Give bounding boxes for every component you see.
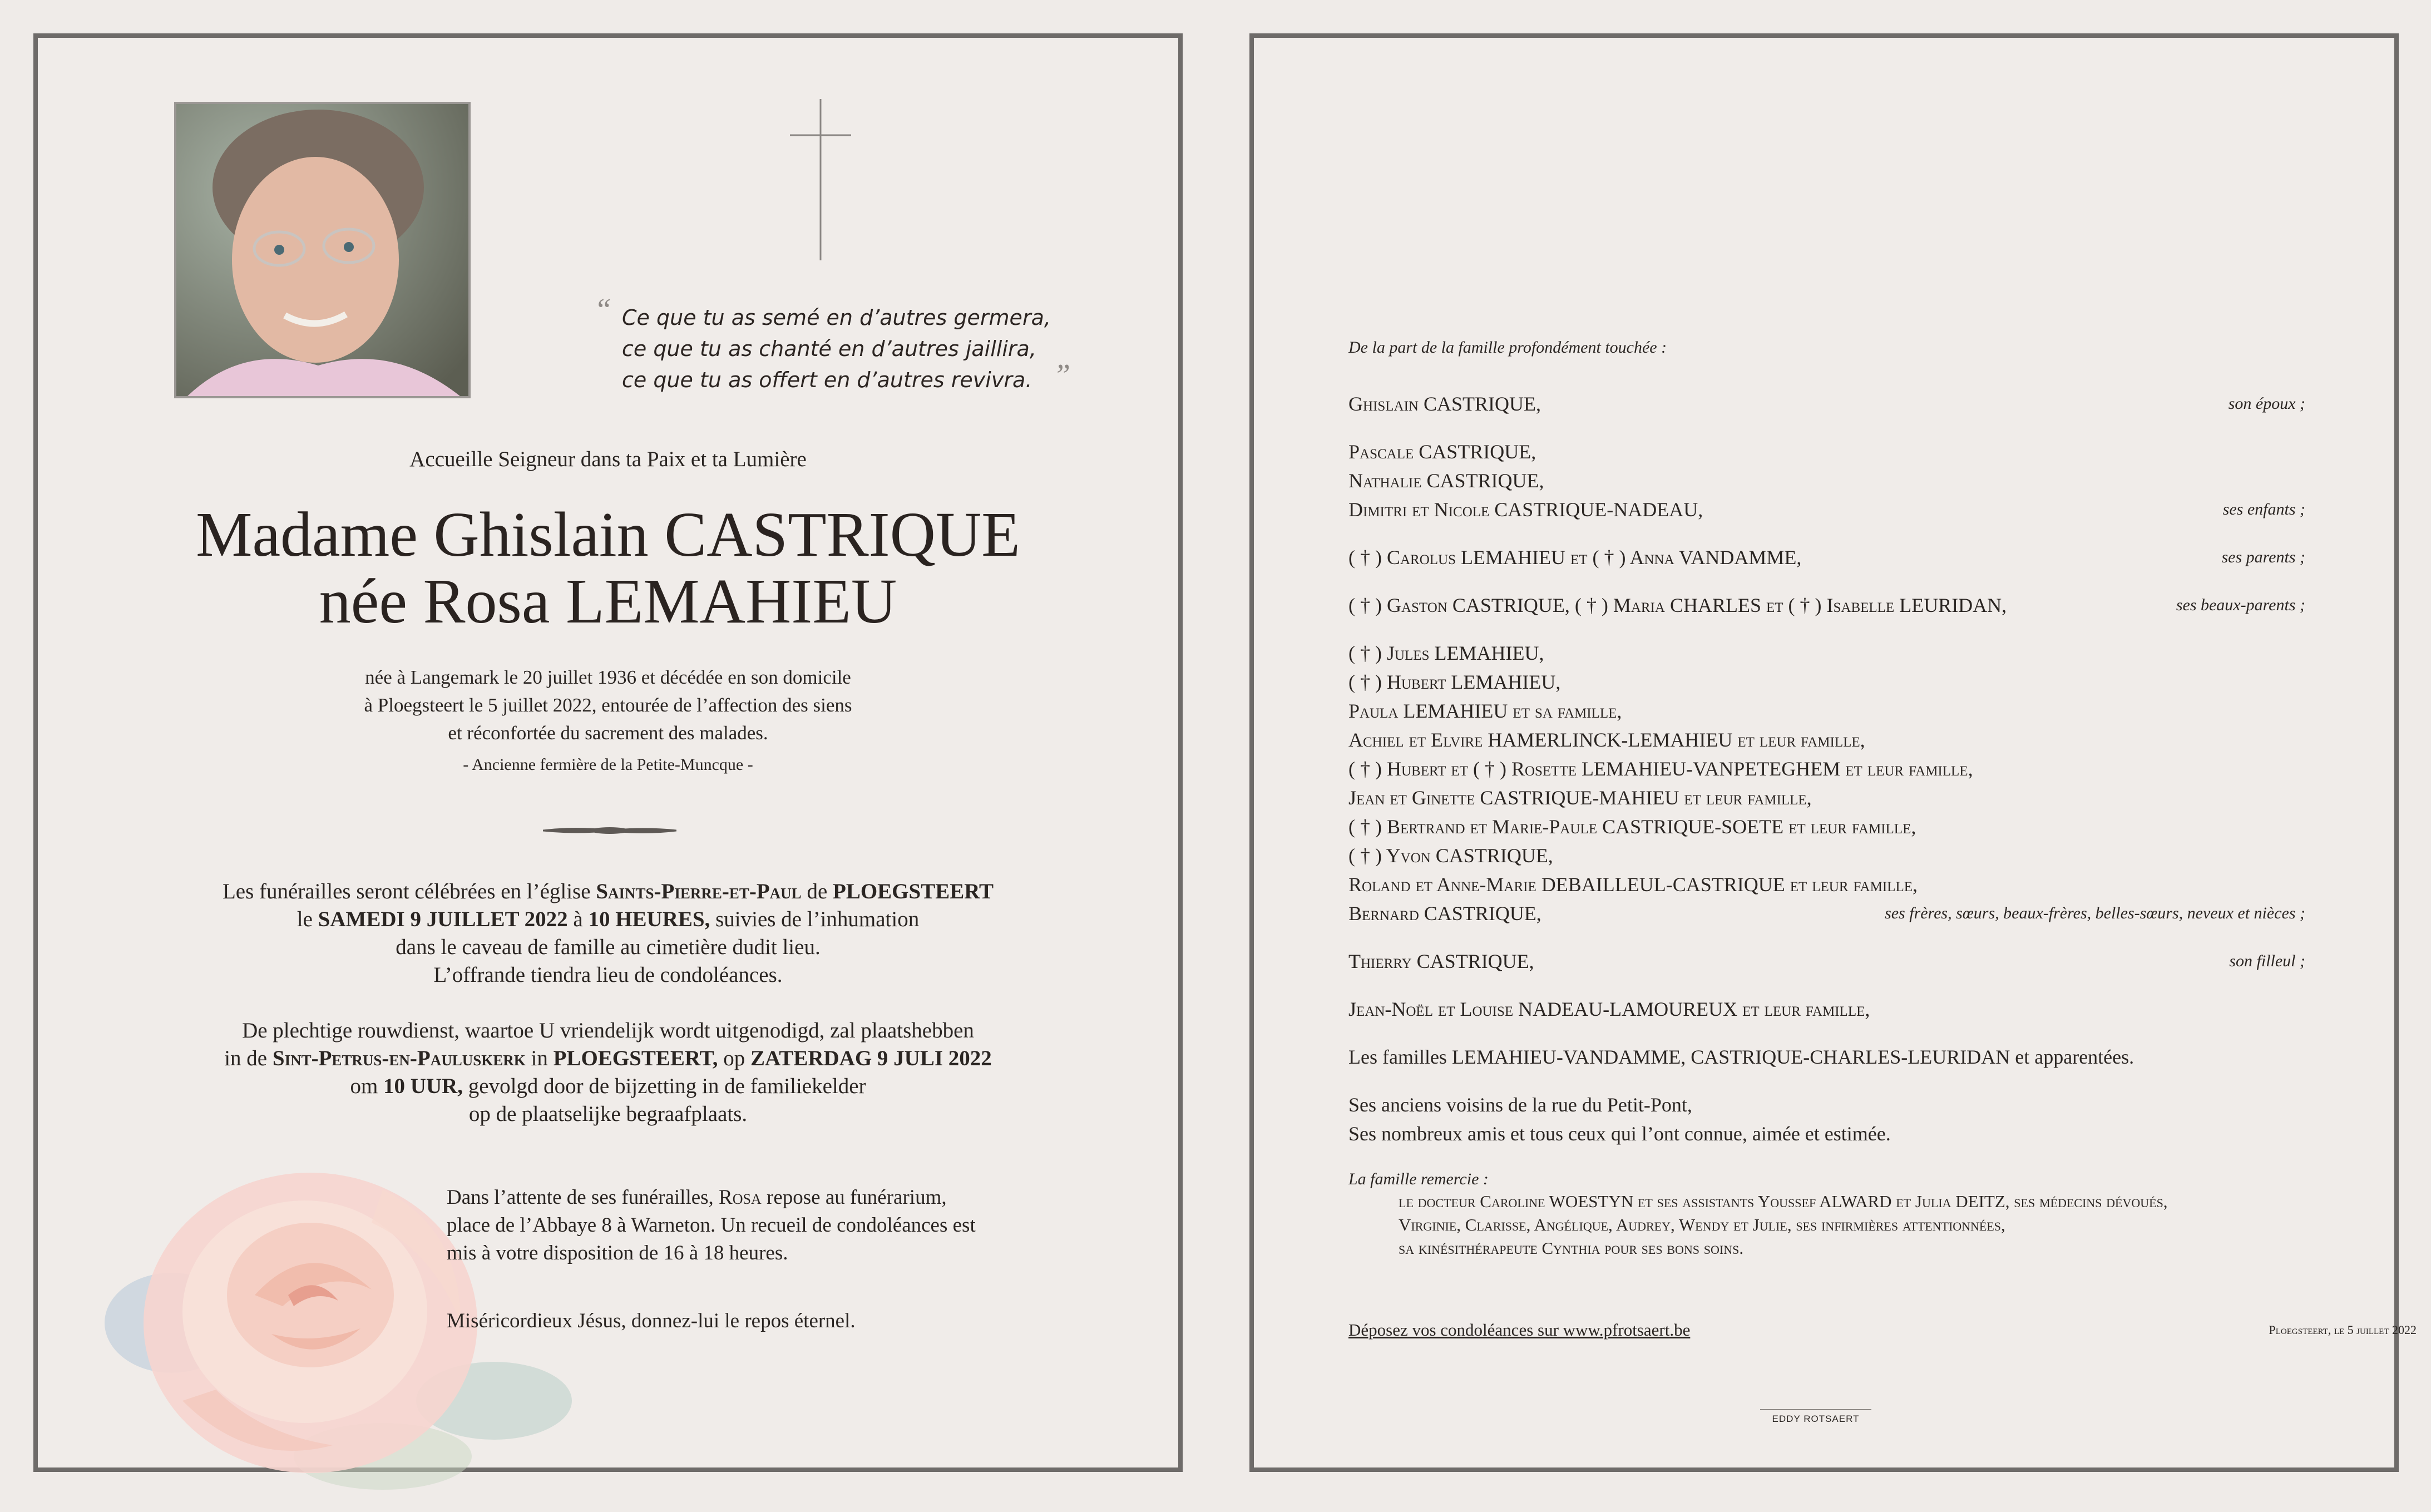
text: op bbox=[718, 1046, 751, 1070]
bio-line: et réconfortée du sacrement des malades. bbox=[448, 722, 768, 744]
thanks-line: le docteur Caroline WOESTYN et ses assistants Youssef ALWARD et Julia DEITZ, ses médecins dévoués, bbox=[1399, 1192, 2168, 1211]
text: repose au funérarium, bbox=[761, 1186, 947, 1209]
ornament-divider bbox=[543, 822, 676, 839]
funeral-date: ZATERDAG 9 JULI 2022 bbox=[750, 1046, 992, 1070]
designer-credit: EDDY ROTSAERT bbox=[1760, 1409, 1871, 1425]
text: suivies de l’inhumation bbox=[710, 907, 920, 931]
family-name: Ses nombreux amis et tous ceux qui l’ont connue, aimée et estimée. bbox=[1348, 1123, 1891, 1145]
text: à bbox=[567, 907, 589, 931]
funeral-nl-line4: op de plaatselijke begraafplaats. bbox=[468, 1102, 748, 1126]
family-relation: ses frères, sœurs, beaux-frères, belles-sœurs, neveux et nièces ; bbox=[1885, 904, 2305, 922]
welcome-prayer: Accueille Seigneur dans ta Paix et ta Lumière bbox=[409, 447, 807, 471]
family-relation: son époux ; bbox=[2228, 394, 2305, 413]
family-name: ( † ) Hubert et ( † ) Rosette LEMAHIEU-VANPETEGHEM et leur famille, bbox=[1348, 758, 1973, 780]
text: le bbox=[297, 907, 318, 931]
funeral-date: SAMEDI 9 JUILLET 2022 bbox=[318, 907, 568, 931]
deceased-name: Madame Ghislain CASTRIQUE bbox=[196, 499, 1020, 570]
family-name: ( † ) Gaston CASTRIQUE, ( † ) Maria CHARLES et ( † ) Isabelle LEURIDAN, bbox=[1348, 594, 2007, 616]
thanks-label: La famille remercie : bbox=[1348, 1170, 1489, 1188]
funeral-nl-line3 bbox=[38, 1073, 1178, 1100]
place-and-date: Ploegsteert, le 5 juillet 2022 bbox=[2269, 1323, 2417, 1337]
funeral-fr-line1 bbox=[38, 878, 1178, 906]
family-name: Ses anciens voisins de la rue du Petit-Pont, bbox=[1348, 1094, 1692, 1116]
family-row bbox=[1348, 437, 2305, 466]
family-name: Pascale CASTRIQUE, bbox=[1348, 441, 1536, 463]
family-row bbox=[1348, 754, 2305, 783]
family-relation: son filleul ; bbox=[2229, 952, 2305, 970]
text: de bbox=[801, 879, 833, 903]
cross-icon bbox=[790, 99, 851, 260]
family-row bbox=[1348, 466, 2305, 495]
church-name: Saints-Pierre-et-Paul bbox=[596, 879, 802, 903]
family-row bbox=[1348, 783, 2305, 812]
funeral-time: 10 HEURES, bbox=[588, 907, 710, 931]
family-row bbox=[1348, 639, 2305, 668]
funeral-fr-line2 bbox=[38, 906, 1178, 933]
family-row bbox=[1348, 1119, 2305, 1148]
family-row bbox=[1348, 725, 2305, 754]
left-page bbox=[33, 33, 1183, 1472]
church-name: Sint-Petrus-en-Pauluskerk bbox=[272, 1046, 526, 1070]
bio-line: née à Langemark le 20 juillet 1936 et décédée en son domicile bbox=[365, 666, 851, 688]
family-name: Ghislain CASTRIQUE, bbox=[1348, 393, 1541, 415]
closing-prayer: Miséricordieux Jésus, donnez-lui le repos éternel. bbox=[447, 1310, 856, 1332]
thanks-line: sa kinésithérapeute Cynthia pour ses bons soins. bbox=[1399, 1238, 1744, 1258]
family-row bbox=[1348, 841, 2305, 870]
family-row bbox=[1348, 899, 2305, 928]
text: om bbox=[350, 1074, 384, 1098]
condolences-link[interactable]: Déposez vos condoléances sur www.pfrotsaert.be bbox=[1348, 1320, 1691, 1340]
town: PLOEGSTEERT bbox=[833, 879, 994, 903]
family-row bbox=[1348, 668, 2305, 696]
family-name: Paula LEMAHIEU et sa famille, bbox=[1348, 700, 1622, 722]
family-name: Achiel et Elvire HAMERLINCK-LEMAHIEU et leur famille, bbox=[1348, 729, 1865, 751]
family-name: Dimitri et Nicole CASTRIQUE-NADEAU, bbox=[1348, 498, 1703, 521]
family-row bbox=[1348, 947, 2305, 976]
text: in bbox=[525, 1046, 554, 1070]
family-name: Nathalie CASTRIQUE, bbox=[1348, 470, 1544, 492]
family-row bbox=[1348, 870, 2305, 899]
family-row bbox=[1348, 696, 2305, 725]
viewing-info bbox=[447, 1184, 1103, 1267]
family-name: Roland et Anne-Marie DEBAILLEUL-CASTRIQUE et leur famille, bbox=[1348, 873, 1918, 896]
family-name: ( † ) Yvon CASTRIQUE, bbox=[1348, 844, 1553, 867]
right-page bbox=[1249, 33, 2417, 1472]
funeral-nl-line1: De plechtige rouwdienst, waartoe U vriendelijk wordt uitgenodigd, zal plaatshebben bbox=[242, 1019, 974, 1042]
family-name: Bernard CASTRIQUE, bbox=[1348, 902, 1541, 925]
family-row bbox=[1348, 543, 2305, 572]
family-name: Thierry CASTRIQUE, bbox=[1348, 950, 1534, 972]
family-relation: ses beaux-parents ; bbox=[2176, 596, 2305, 614]
text: Les funérailles seront célébrées en l’église bbox=[222, 879, 596, 903]
family-name: ( † ) Jules LEMAHIEU, bbox=[1348, 642, 1544, 664]
bio-line: à Ploegsteert le 5 juillet 2022, entourée de l’affection des siens bbox=[364, 694, 852, 716]
quote-line: Ce que tu as semé en d’autres germera, bbox=[622, 305, 1051, 330]
family-row bbox=[1348, 1090, 2305, 1119]
close-quote-icon: ” bbox=[1053, 358, 1071, 393]
town: PLOEGSTEERT, bbox=[553, 1046, 718, 1070]
family-row bbox=[1348, 812, 2305, 841]
family-name: Jean et Ginette CASTRIQUE-MAHIEU et leur famille, bbox=[1348, 787, 1812, 809]
maiden-name: née Rosa LEMAHIEU bbox=[319, 566, 897, 636]
family-name: ( † ) Bertrand et Marie-Paule CASTRIQUE-SOETE et leur famille, bbox=[1348, 816, 1916, 838]
family-name: ( † ) Carolus LEMAHIEU et ( † ) Anna VANDAMME, bbox=[1348, 546, 1802, 569]
open-quote-icon: “ bbox=[594, 293, 612, 327]
family-row bbox=[1348, 389, 2305, 418]
thanks-line: Virginie, Clarisse, Angélique, Audrey, Wendy et Julie, ses infirmières attentionnées, bbox=[1399, 1215, 2005, 1234]
quote-line: ce que tu as chanté en d’autres jaillira, bbox=[622, 337, 1036, 361]
first-name: Rosa bbox=[719, 1186, 762, 1209]
family-row bbox=[1348, 495, 2305, 524]
family-name: ( † ) Hubert LEMAHIEU, bbox=[1348, 671, 1561, 693]
quote bbox=[594, 293, 1100, 396]
family-row bbox=[1348, 995, 2305, 1024]
viewing-line1 bbox=[447, 1184, 1103, 1212]
portrait-photo bbox=[174, 102, 471, 398]
family-row bbox=[1348, 591, 2305, 620]
text: gevolgd door de bijzetting in de familiekelder bbox=[463, 1074, 866, 1098]
profession: - Ancienne fermière de la Petite-Muncque - bbox=[463, 755, 753, 774]
family-intro: De la part de la famille profondément touchée : bbox=[1348, 338, 1667, 357]
quote-line: ce que tu as offert en d’autres revivra. bbox=[622, 368, 1032, 392]
funeral-time: 10 UUR, bbox=[383, 1074, 463, 1098]
funeral-fr-line4: L’offrande tiendra lieu de condoléances. bbox=[433, 963, 783, 987]
viewing-line3: mis à votre disposition de 16 à 18 heures. bbox=[447, 1242, 788, 1264]
biography bbox=[38, 664, 1178, 747]
text: Dans l’attente de ses funérailles, bbox=[447, 1186, 719, 1209]
viewing-line2: place de l’Abbaye 8 à Warneton. Un recueil de condoléances est bbox=[447, 1214, 976, 1237]
funeral-announcement-fr bbox=[38, 878, 1178, 989]
text: in de bbox=[224, 1046, 273, 1070]
family-row bbox=[1348, 1042, 2305, 1071]
family-name: Jean-Noël et Louise NADEAU-LAMOUREUX et leur famille, bbox=[1348, 998, 1870, 1020]
family-relation: ses enfants ; bbox=[2222, 500, 2305, 518]
family-name: Les familles LEMAHIEU-VANDAMME, CASTRIQUE-CHARLES-LEURIDAN et apparentées. bbox=[1348, 1046, 2134, 1068]
funeral-fr-line3: dans le caveau de famille au cimetière dudit lieu. bbox=[396, 935, 821, 959]
funeral-nl-line2 bbox=[38, 1045, 1178, 1073]
family-relation: ses parents ; bbox=[2221, 548, 2305, 566]
